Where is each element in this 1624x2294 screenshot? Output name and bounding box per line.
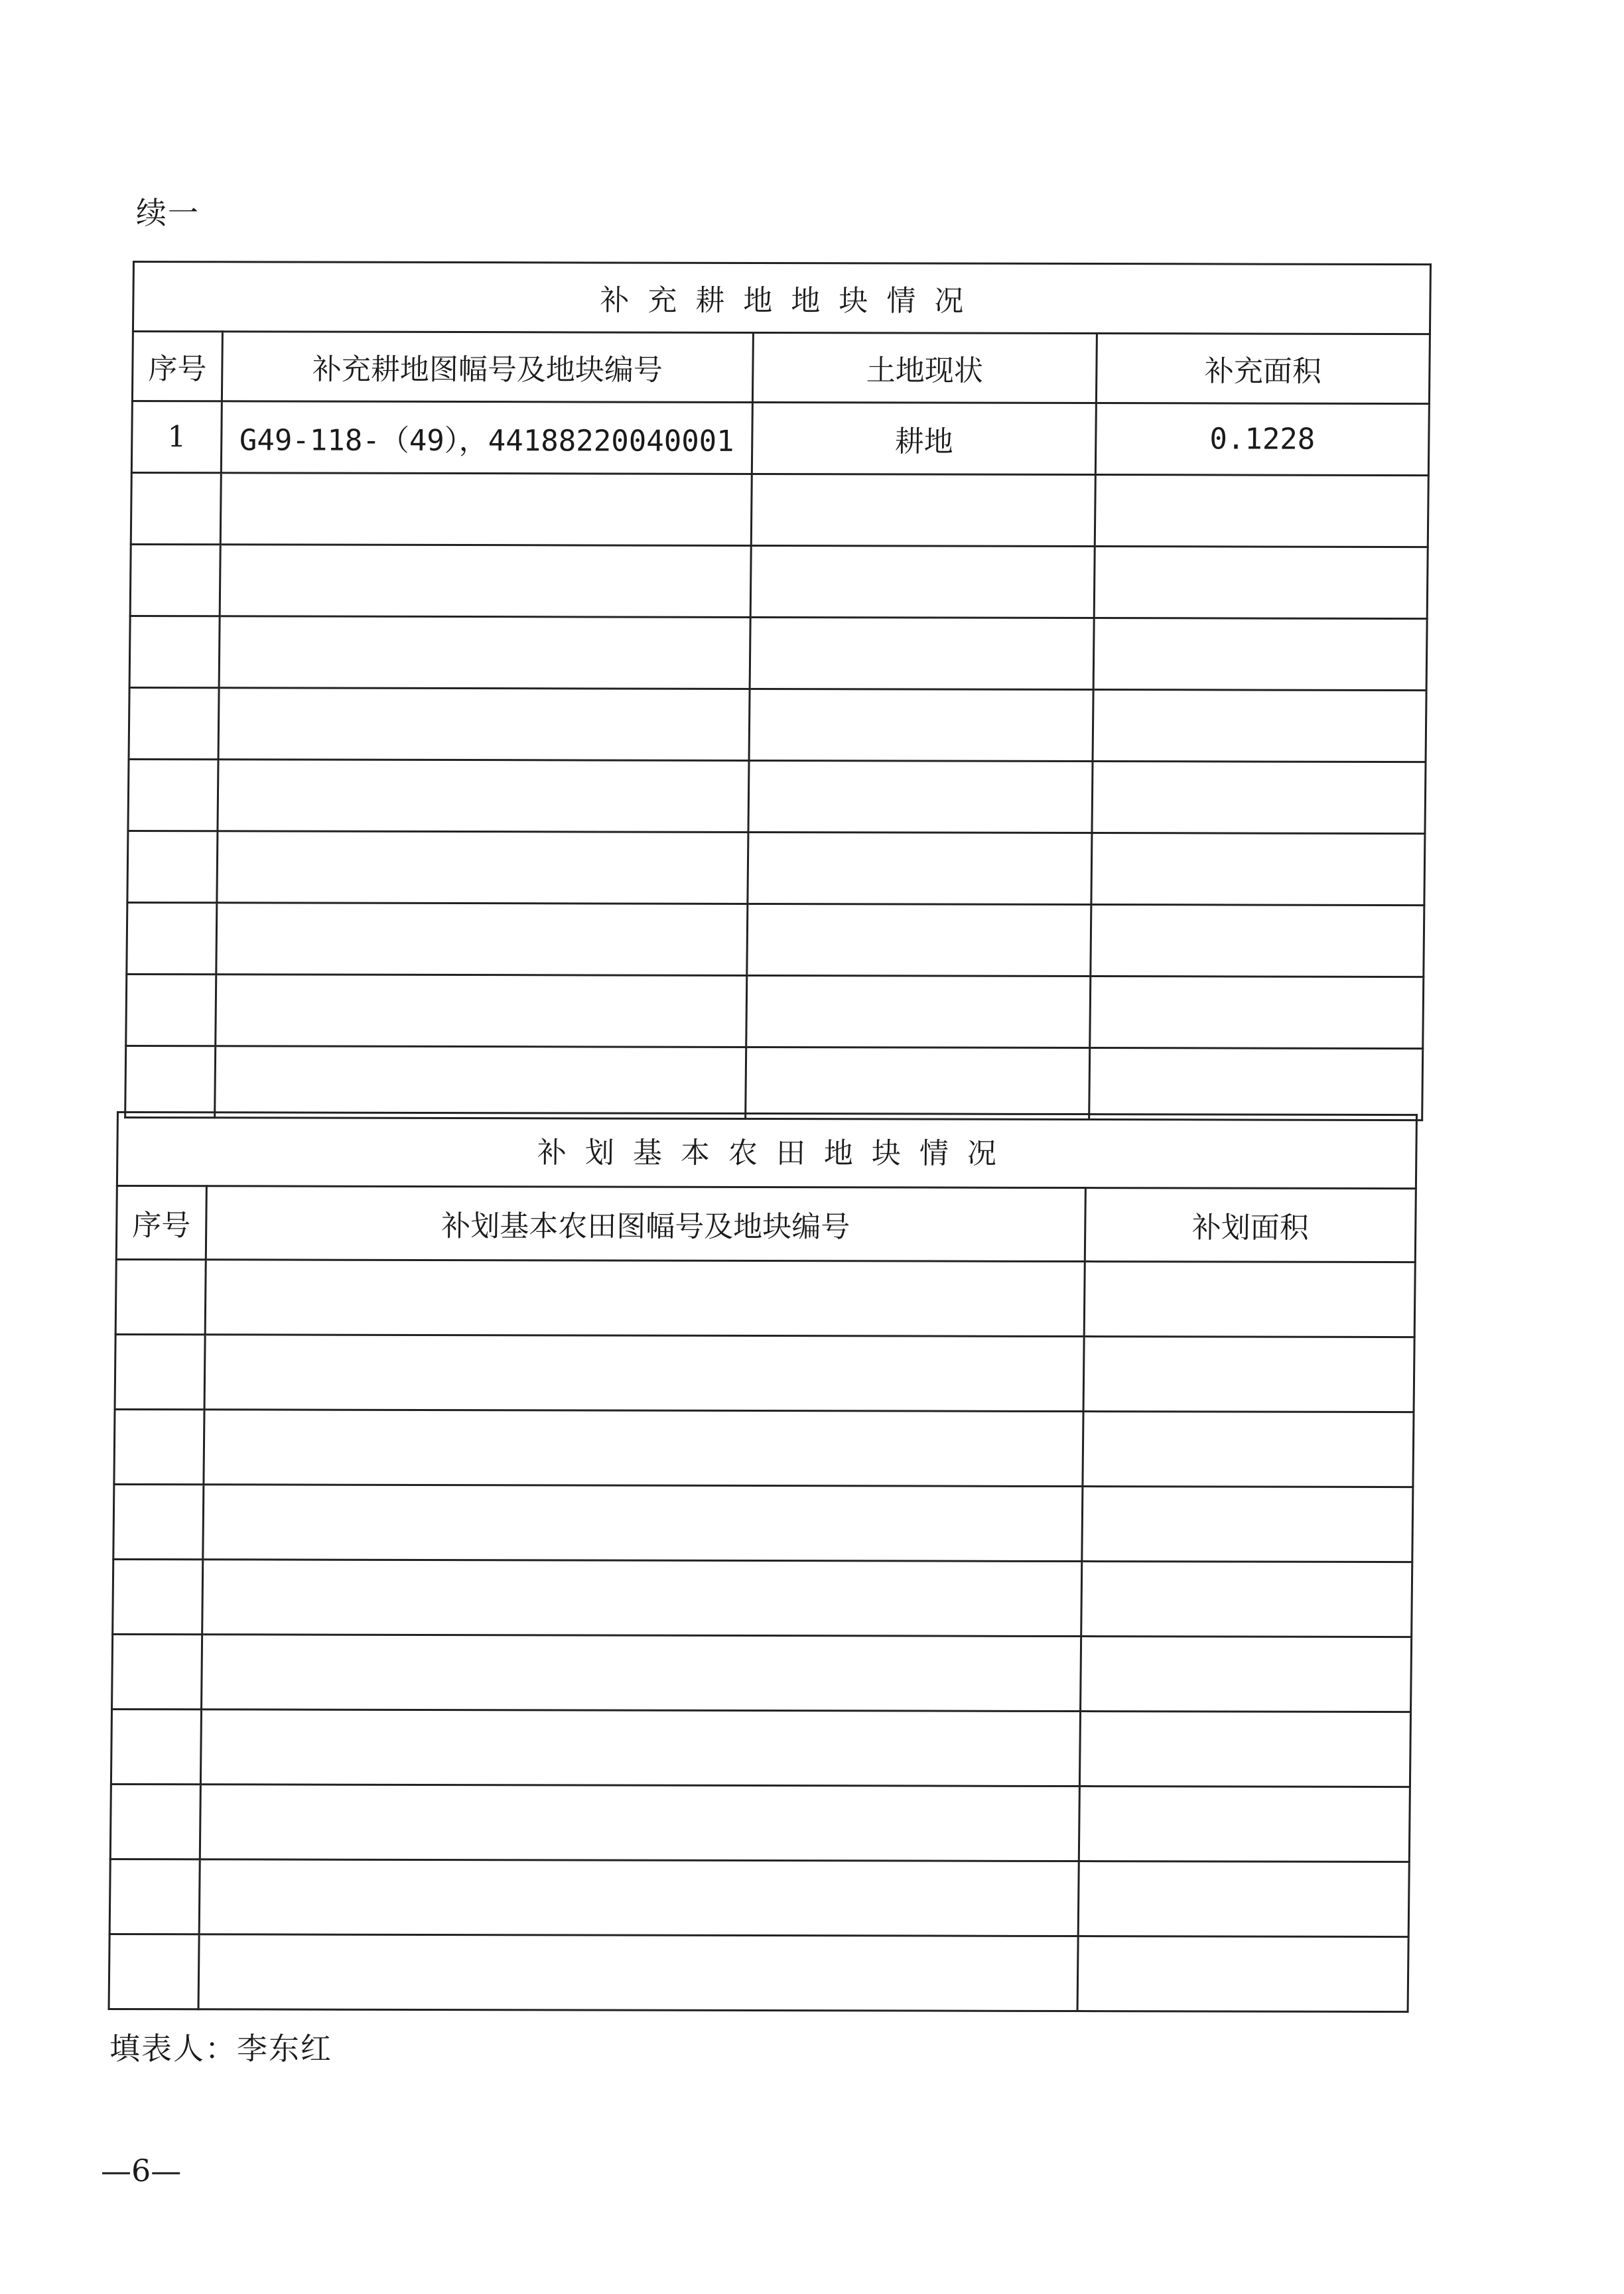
table-row: [125, 1046, 1423, 1120]
table-row: [112, 1634, 1412, 1712]
cell-status: [749, 689, 1093, 761]
cell-area: [1081, 1562, 1412, 1637]
table-row: [113, 1484, 1413, 1562]
table-row: [114, 1409, 1414, 1487]
cell-seq: [114, 1409, 204, 1484]
cell-area: [1090, 977, 1424, 1049]
cell-status: [747, 904, 1091, 976]
cell-area: [1084, 1262, 1415, 1337]
cell-seq: [127, 831, 218, 902]
cell-map-no: [204, 1410, 1083, 1487]
page-number: —6—: [101, 2153, 182, 2189]
cell-seq: [126, 974, 216, 1046]
table-row: [113, 1559, 1412, 1637]
form-filler: 填表人：李东红: [109, 2031, 332, 2066]
table-row: [129, 616, 1427, 690]
cell-map-no: [216, 975, 747, 1047]
table-row: [115, 1334, 1414, 1412]
column-header-status: 土地现状: [752, 332, 1097, 403]
cell-area: [1094, 547, 1428, 619]
table-title-row: [117, 1113, 1416, 1189]
cell-map-no: [199, 1859, 1079, 1936]
cell-map-no: [220, 473, 752, 546]
cell-map-no: G49-118-（49），44188220040001: [221, 401, 752, 474]
cell-area: [1091, 833, 1425, 906]
cell-seq: [115, 1259, 206, 1334]
cell-status: [748, 760, 1093, 833]
table-row: [131, 472, 1428, 547]
cell-map-no: [203, 1485, 1083, 1562]
cell-map-no: [202, 1560, 1082, 1637]
table-row: [127, 831, 1425, 905]
cell-area: [1083, 1337, 1414, 1412]
cell-seq: [113, 1559, 203, 1634]
cell-seq: [109, 1934, 199, 2009]
cell-map-no: [218, 760, 749, 833]
cell-area: [1083, 1412, 1414, 1487]
cell-area: [1081, 1637, 1412, 1712]
cell-status: [746, 1047, 1090, 1119]
cell-map-no: [219, 616, 750, 689]
cell-status: 耕地: [752, 402, 1096, 474]
cell-seq: [110, 1784, 200, 1859]
table-row: [110, 1784, 1410, 1861]
table-row: [130, 544, 1428, 618]
table-row: [129, 687, 1426, 762]
cell-area: [1079, 1712, 1410, 1787]
section-title: 补充耕地地块情况: [133, 262, 1430, 334]
cell-seq: [131, 472, 221, 544]
table-row: [127, 902, 1424, 977]
table-row: [131, 401, 1429, 475]
cell-seq: [113, 1484, 204, 1559]
cell-seq: [129, 687, 219, 759]
column-header-seq: 序号: [132, 332, 222, 401]
cell-seq: 1: [131, 401, 222, 472]
cell-seq: [127, 902, 217, 974]
cell-status: [748, 832, 1092, 904]
cell-status: [751, 474, 1095, 546]
cell-seq: [115, 1334, 205, 1409]
table-row: [109, 1934, 1408, 2011]
cell-map-no: [217, 831, 748, 904]
cell-seq: [111, 1709, 201, 1784]
supplementary-farmland-table: [124, 261, 1432, 1121]
cell-area: [1082, 1487, 1413, 1562]
cell-seq: [130, 544, 220, 616]
cell-map-no: [198, 1934, 1078, 2011]
cell-status: [746, 975, 1091, 1047]
cell-area: [1077, 1936, 1408, 2012]
cell-seq: [128, 759, 218, 831]
continuation-label: 续一: [136, 195, 200, 231]
cell-area: [1091, 905, 1424, 977]
cell-map-no: [218, 688, 750, 761]
table-header-row: [132, 332, 1430, 404]
cell-seq: [129, 616, 220, 687]
cell-area: [1079, 1787, 1410, 1862]
cell-map-no: [202, 1635, 1081, 1712]
cell-status: [750, 545, 1095, 618]
cell-seq: [112, 1634, 202, 1709]
column-header-map-no: 补充耕地图幅号及地块编号: [222, 332, 753, 403]
cell-map-no: [220, 545, 751, 618]
basic-farmland-table: [108, 1111, 1418, 2013]
cell-map-no: [216, 903, 748, 976]
cell-area: [1095, 475, 1428, 547]
table-row: [126, 974, 1424, 1048]
cell-map-no: [200, 1710, 1080, 1787]
table-title-row: [133, 262, 1430, 334]
section-title: 补划基本农田地块情况: [117, 1113, 1416, 1189]
cell-status: [750, 617, 1094, 689]
column-header-seq: 序号: [116, 1186, 206, 1260]
cell-area: 0.1228: [1095, 403, 1429, 476]
table-row: [111, 1709, 1410, 1787]
table-row: [109, 1859, 1409, 1936]
table-row: [128, 759, 1426, 833]
cell-map-no: [204, 1335, 1084, 1412]
table-header-row: [116, 1186, 1416, 1262]
cell-map-no: [215, 1046, 746, 1119]
column-header-area: 补划面积: [1085, 1188, 1416, 1262]
column-header-map-no: 补划基本农田图幅号及地块编号: [206, 1186, 1085, 1262]
cell-area: [1092, 762, 1426, 834]
cell-seq: [109, 1859, 200, 1934]
cell-map-no: [200, 1785, 1079, 1861]
column-header-area: 补充面积: [1096, 334, 1430, 404]
cell-area: [1093, 618, 1427, 691]
cell-area: [1078, 1861, 1409, 1937]
table-row: [115, 1259, 1415, 1337]
cell-area: [1089, 1048, 1423, 1120]
cell-map-no: [205, 1260, 1085, 1337]
cell-area: [1093, 690, 1426, 762]
cell-seq: [125, 1046, 216, 1117]
